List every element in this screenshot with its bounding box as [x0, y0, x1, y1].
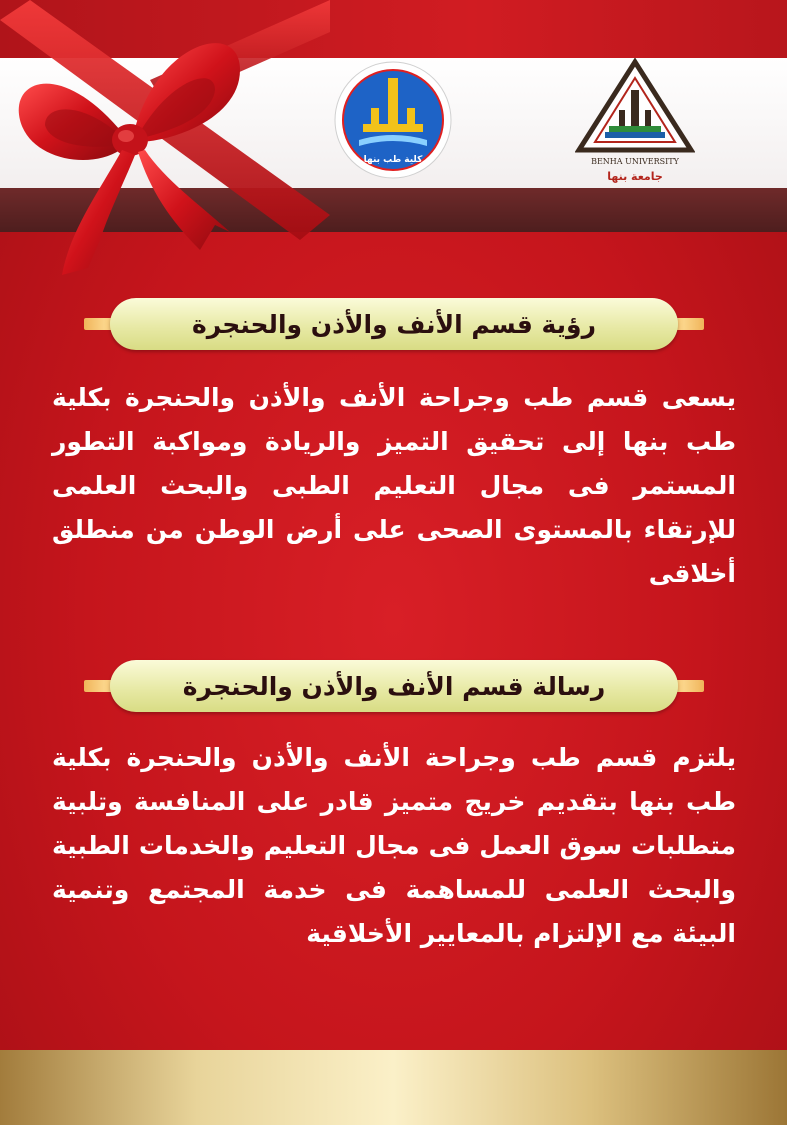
vision-heading-banner	[84, 298, 704, 350]
ribbon-bow-icon	[0, 0, 330, 290]
university-logo-text: جامعة بنها	[607, 170, 663, 183]
gold-footer-band	[0, 1050, 787, 1125]
faculty-logo-text: كلية طب بنها	[363, 155, 423, 165]
faculty-logo-icon	[333, 60, 453, 180]
vision-heading-pill	[110, 298, 678, 350]
university-logo-icon	[575, 58, 695, 188]
university-logo-text-en: BENHA UNIVERSITY	[591, 157, 679, 166]
vision-text: يسعى قسم طب وجراحة الأنف والأذن والحنجرة بكلية طب بنها إلى تحقيق التميز والريادة ومواكبة التطور المستمر فى مجال التعليم الطبى والبحث العلمى للإرتقاء بالمستوى الصحى على أرض الوطن من منطلق أخلاقى	[52, 383, 736, 588]
mission-text: يلتزم قسم طب وجراحة الأنف والأذن والحنجرة بكلية طب بنها بتقديم خريج متميز قادر على المنافسة وتلبية متطلبات سوق العمل فى مجال التعليم والخدمات الطبية والبحث العلمى للمساهمة فى خدمة المجتمع وتنمية البيئة مع الإلتزام بالمعايير الأخلاقية	[52, 743, 736, 948]
vision-heading: رؤية قسم الأنف والأذن والحنجرة	[192, 309, 596, 339]
mission-heading-banner	[84, 660, 704, 712]
mission-heading-pill	[110, 660, 678, 712]
mission-heading: رسالة قسم الأنف والأذن والحنجرة	[182, 671, 606, 701]
